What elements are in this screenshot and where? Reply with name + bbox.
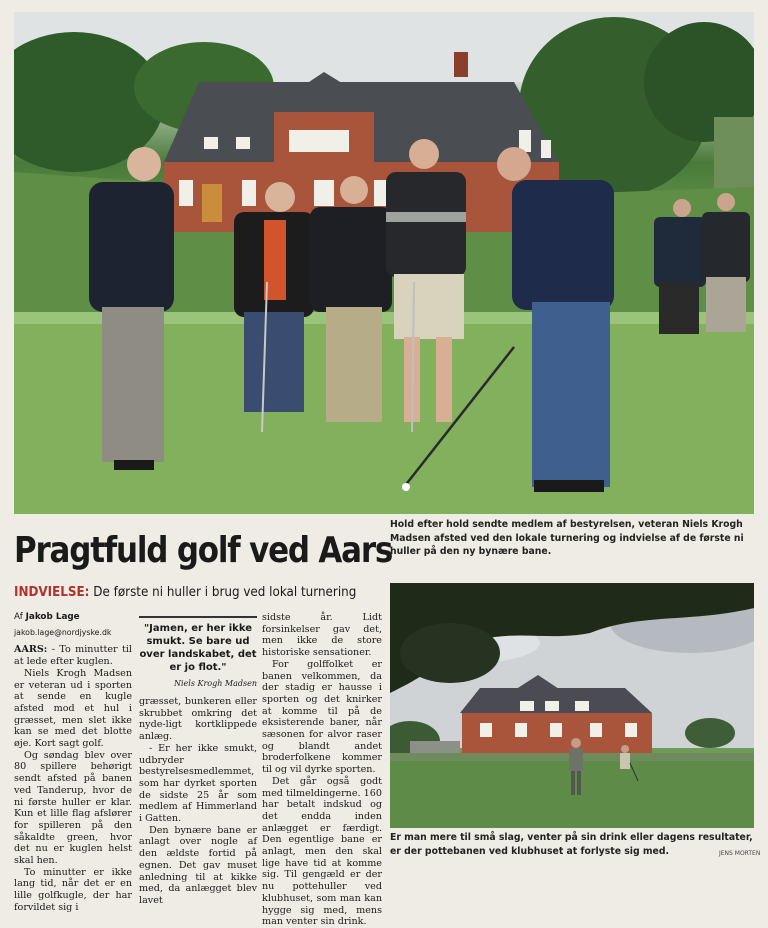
article-column-2 [139,696,257,907]
paragraph: Den bynære bane er anlagt over nogle af den ældste fortid på egnen. Det gav muset anledning til at kikke med, da anlægget blev lavet [139,824,257,906]
pull-quote-text: "Jamen, er her ikke smukt. Se bare ud over landskabet, det er jo flot." [139,623,257,673]
paragraph: - Er her ikke smukt, udbryder bestyrelsesmedlemmet, som har dyrket sporten de sidste 25 år som medlem af Himmerland i Gatten. [139,742,257,825]
byline [14,612,132,624]
author-email[interactable]: jakob.lage@nordjyske.dk [14,627,112,637]
golf-group-illustration [14,12,754,514]
clubhouse-illustration [390,583,754,828]
paragraph [14,644,132,667]
paragraph: To minutter er ikke lang tid, når det er en lille golfkugle, der har forvildet sig i [14,866,132,913]
top-photo [14,12,754,514]
kicker [14,585,357,600]
kicker-label: INDVIELSE: [14,585,90,600]
dateline: AARS: [14,644,48,656]
paragraph: Niels Krogh Madsen er veteran ud i sporten at sende en kugle afsted mod et hul i græsset, men slet ikke kan se med det blotte øje. Kort sagt golf. [14,667,132,750]
pull-quote [139,616,257,688]
article-column-3 [262,612,382,928]
kicker-text: De første ni huller i brug ved lokal turnering [89,585,357,600]
photo-caption-top: Hold efter hold sendte medlem af bestyrelsen, veteran Niels Krogh Madsen afsted ved den lokale turnering og indvielse af de første ni huller på den ny bynære bane. [390,519,744,557]
headline: Pragtfuld golf ved Aars [14,530,393,571]
paragraph-text: - To minutter til at lede efter kuglen. [14,644,132,668]
paragraph: græsset, bunkeren eller skrubbet omkring det nyde-ligt kortklippede anlæg. [139,696,257,743]
paragraph: For golffolket er banen velkommen, da der stadig er hausse i sporten og det knirker at komme til på de eksisterende baner, når sæsonen for alvor raser og blandt andet broderfolkene kommer til og vil dyrke sporten. [262,658,382,776]
article-column-1 [14,612,132,914]
paragraph: Det går også godt med tilmeldingerne. 160 har betalt indskud og det endda inden anlægget er færdigt. Den egentlige bane er anlagt, men den skal lige have tid at komme sig. Til gengæld er der nu pottehuller ved klubhuset, som man kan hygge sig med, mens man venter sin drink. [262,775,382,928]
paragraph: sidste år. Lidt forsinkelser gav det, men ikke de store historiske sensationer. [262,612,382,659]
byline-author: Jakob Lage [25,612,80,622]
photo-caption-bottom: Er man mere til små slag, venter på sin drink eller dagens resultater, er der pottebanen ved klubhuset at forlyste sig med. [390,832,753,857]
paragraph: Og søndag blev over 80 spillere behørigt sendt afsted på banen ved Tanderup, hvor de ni første huller er klar. Kun et lille flag afslører for spilleren på den såkaldte green, hvor det nu er kuglen helst skal hen. [14,749,132,867]
pull-quote-source: Niels Krogh Madsen [173,679,257,688]
bottom-photo [390,583,754,828]
byline-prefix: Af [14,612,26,622]
photographer-credit: JENS MORTEN [719,850,761,857]
